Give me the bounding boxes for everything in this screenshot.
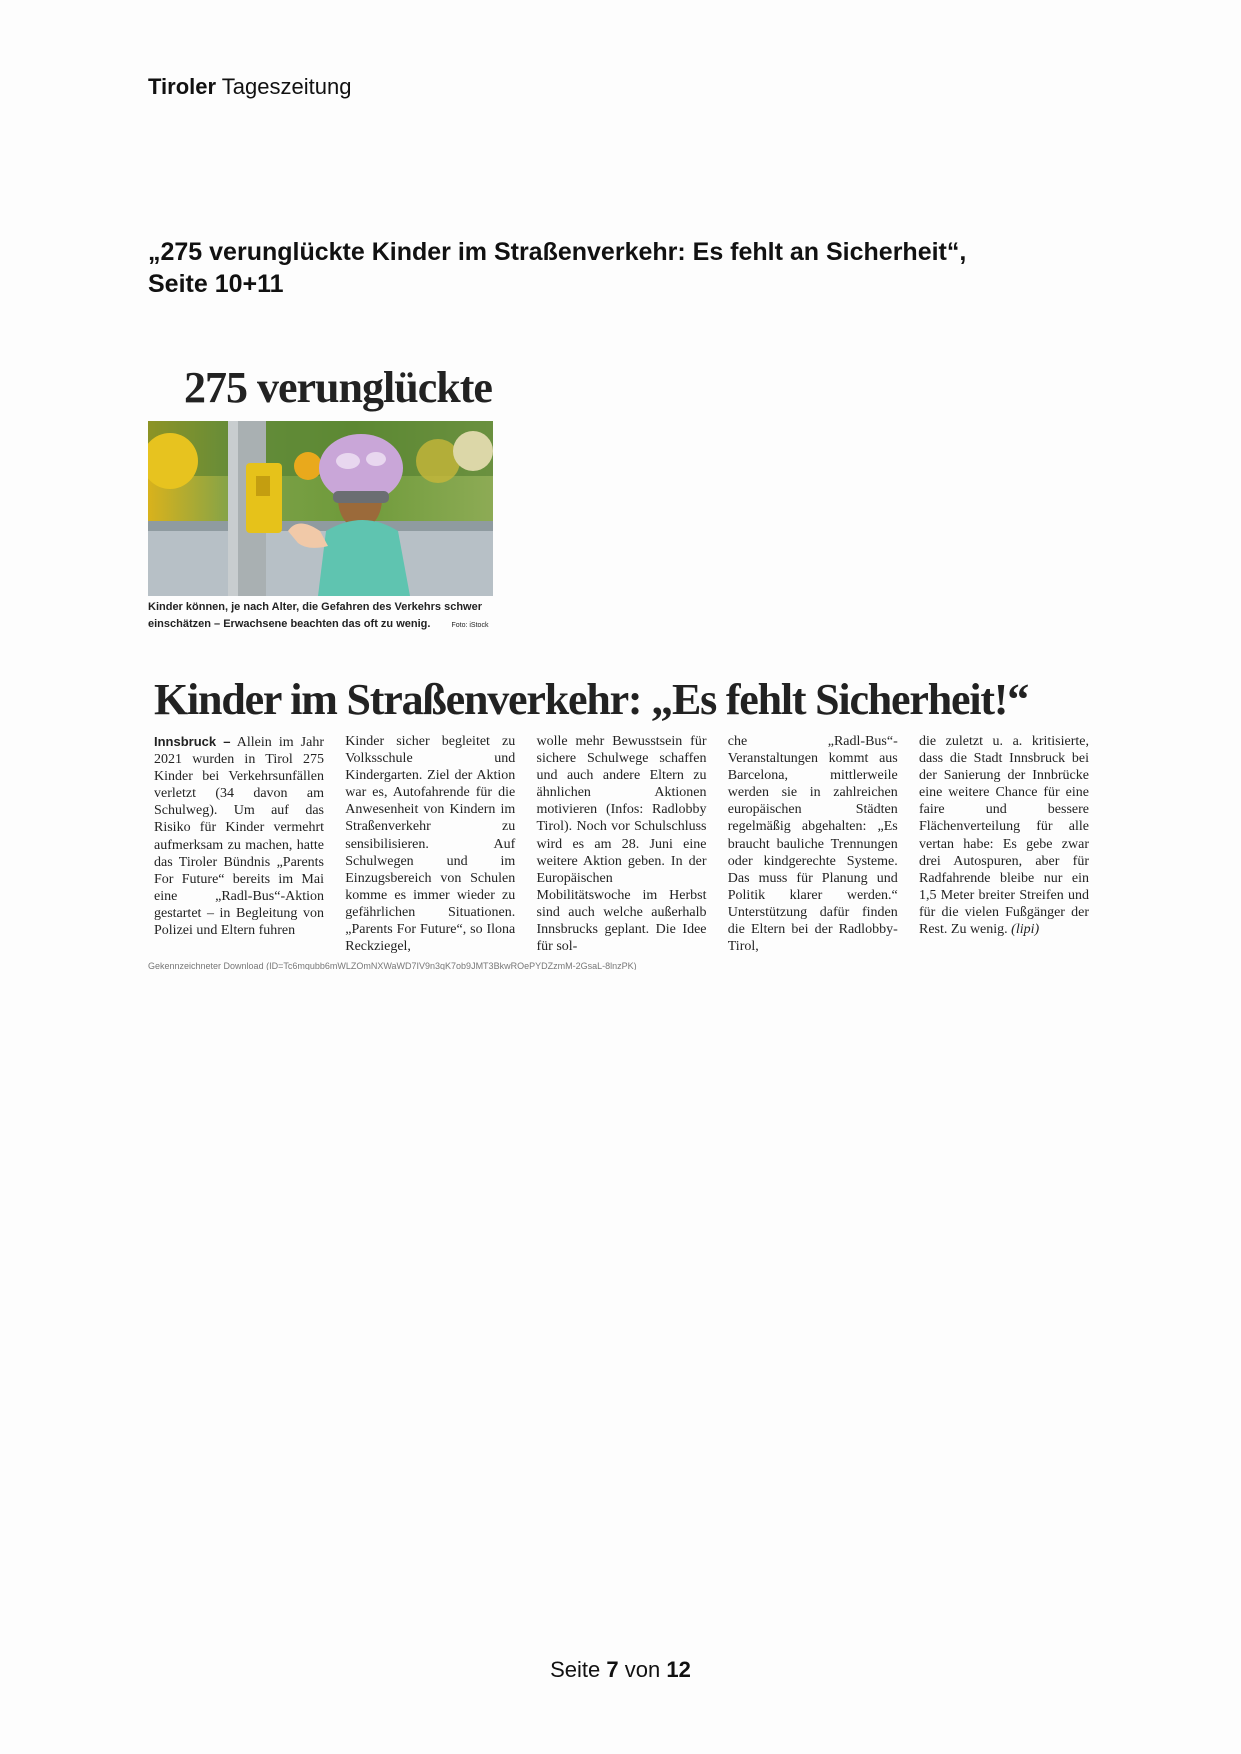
- headline-line-2: Seite 10+11: [148, 270, 284, 298]
- article-column-4: che „Radl-Bus“-Veranstaltungen kommt aus Barcelona, mittlerweile werden sie in zahlreichen europäischen Städten regelmäßig abgehalten: „Es braucht bauliche Trennungen oder kindgerechte Systeme. Das muss für Planung und Politik klarer werden.“ Unterstützung dafür finden die Eltern bei der Radlobby-Tirol,: [727, 734, 898, 955]
- headline-line-1: „275 verunglückte Kinder im Straßenverkehr: Es fehlt an Sicherheit“,: [148, 238, 967, 266]
- child-at-crosswalk-photo: [148, 421, 493, 596]
- dateline: Innsbruck –: [154, 734, 231, 749]
- author-initials: (lipi): [1011, 922, 1040, 938]
- caption-text: Kinder können, je nach Alter, die Gefahren des Verkehrs schwer einschätzen – Erwachsene beachten das oft zu wenig.: [148, 601, 482, 630]
- page-current: 7: [606, 1657, 619, 1682]
- article-column-5: [919, 733, 1089, 959]
- article-column-1: [154, 733, 324, 959]
- article-reference-headline: [148, 236, 1108, 300]
- page-prefix: Seite: [550, 1657, 601, 1682]
- brand-rest: Tageszeitung: [221, 74, 352, 99]
- brand-bold: Tiroler: [148, 74, 217, 99]
- photo-caption: [148, 599, 498, 634]
- newspaper-brand: [148, 74, 351, 100]
- photo-credit: Foto: iStock: [451, 622, 489, 629]
- column-text: Allein im Jahr 2021 wurden in Tirol 275 Kinder bei Verkehrsunfällen verletzt (34 davon am Schulweg). Um auf das Risiko für Kinder vermehrt aufmerksam zu machen, hatte das Tiroler Bündnis „Parents For Future“ bereits im Mai eine „Radl-Bus“-Aktion gestartet – in Begleitung von Polizei und Eltern fuhren: [154, 735, 324, 939]
- column-text: die zuletzt u. a. kritisierte, dass die Stadt Innsbruck bei der Sanierung der Innbrücke eine weitere Chance für eine faire und bessere Flächenverteilung für alle vertan habe: Es gebe zwar drei Autospuren, aber für Radfahrende bleibe nur ein 1,5 Meter breiter Streifen und für die vielen Fußgänger der Rest. Zu wenig.: [919, 734, 1089, 938]
- page-total: 12: [666, 1657, 691, 1682]
- teaser-title: 275 verunglückte: [184, 363, 492, 412]
- article-body: [154, 733, 1089, 959]
- download-watermark: Gekennzeichneter Download (ID=Tc6mqubb6mWLZOmNXWaWD7IV9n3qK7ob9JMT3BkwROePYDZzmM-2GsaL-8lnzPK): [148, 962, 637, 970]
- article-column-3: wolle mehr Bewusstsein für sichere Schulwege schaffen und auch andere Eltern zu ähnlichen Aktionen motivieren (Infos: Radlobby Tirol). Noch vor Schulschluss wird es am 28. Juni eine weitere Aktion geben. In der Europäischen Mobilitätswoche im Herbst sind auch welche außerhalb Innsbrucks geplant. Die Idee für sol-: [536, 734, 707, 955]
- article-column-2: Kinder sicher begleitet zu Volksschule und Kindergarten. Ziel der Aktion war es, Autofahrende für die Anwesenheit von Kindern im Straßenverkehr zu sensibilisieren. Auf Schulwegen und im Einzugsbereich von Schulen komme es immer wieder zu gefährlichen Situationen. „Parents For Future“, so Ilona Reckziegel,: [345, 734, 516, 955]
- photo-illustration: [148, 421, 493, 596]
- page-number: [0, 1657, 1241, 1683]
- page-middle: von: [624, 1657, 661, 1682]
- article-title: Kinder im Straßenverkehr: „Es fehlt Sicherheit!“: [154, 675, 1029, 724]
